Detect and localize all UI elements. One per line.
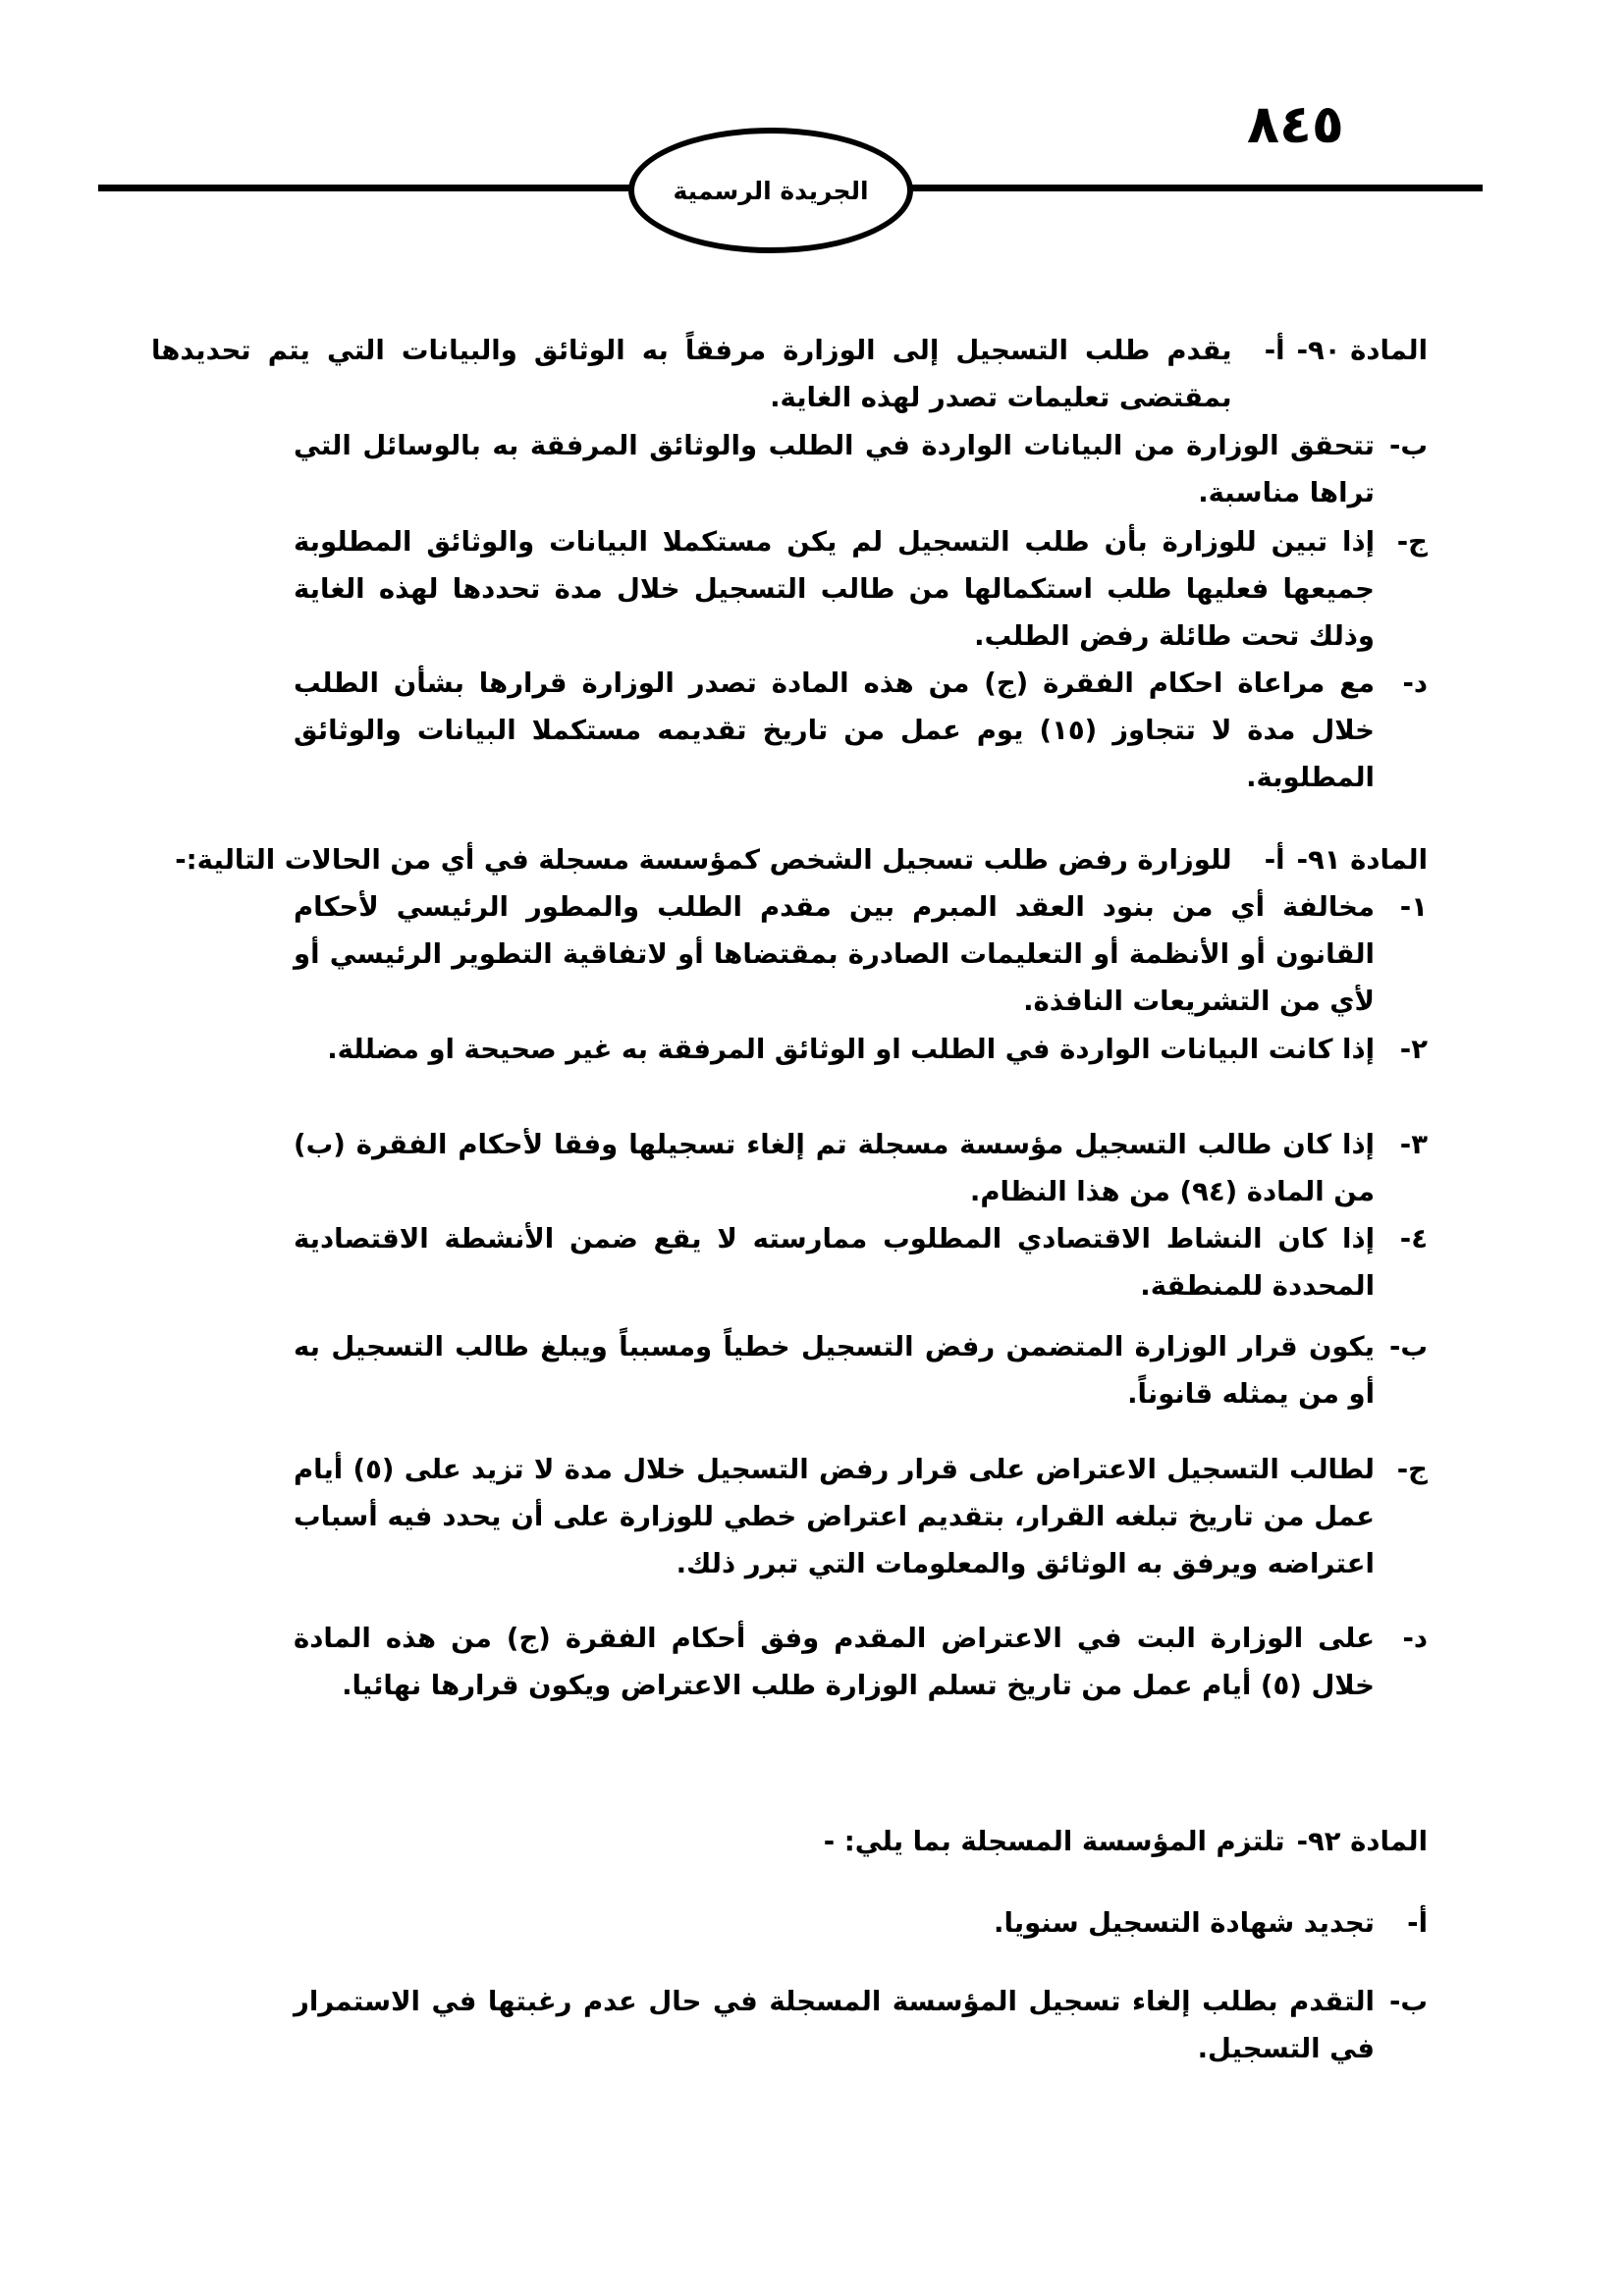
item-text: التقدم بطلب إلغاء تسجيل المؤسسة المسجلة في حال عدم رغبتها في الاستمرار في التسجيل. — [294, 1986, 1375, 2064]
item-marker: ج- — [1396, 1454, 1428, 1485]
clause-number: ٢- — [1399, 1034, 1428, 1065]
item-text: لطالب التسجيل الاعتراض على قرار رفض التسجيل خلال مدة لا تزيد على (٥) أيام عمل من تاريخ تبلغه القرار، بتقديم اعتراض خطي للوزارة على أن يحدد فيه أسباب اعتراضه ويرفق به الوثائق والمعلومات التي تبرر ذلك. — [294, 1454, 1375, 1579]
article-92-item-a — [294, 1899, 1428, 1947]
item-marker: د- — [1402, 667, 1428, 699]
item-text: للوزارة رفض طلب تسجيل الشخص كمؤسسة مسجلة في أي من الحالات التالية:- — [175, 844, 1232, 876]
item-text: يقدم طلب التسجيل إلى الوزارة مرفقاً به الوثائق والبيانات التي يتم تحديدها بمقتضى تعليمات تصدر لهذه الغاية. — [151, 335, 1232, 413]
article-90-item-d — [294, 660, 1428, 801]
item-marker: ب- — [1388, 430, 1428, 461]
article-92 — [151, 1818, 1428, 1865]
article-92-label: المادة ٩٢- — [1296, 1826, 1428, 1857]
item-marker: ب- — [1388, 1986, 1428, 2017]
article-90-item-c — [294, 518, 1428, 660]
page-number: ٨٤٥ — [1247, 93, 1344, 155]
article-91-item-d — [294, 1615, 1428, 1709]
item-text: تتحقق الوزارة من البيانات الواردة في الطلب والوثائق المرفقة به بالوسائل التي تراها مناسبة. — [294, 430, 1375, 508]
article-91-clause-3 — [294, 1121, 1428, 1215]
item-text: إذا كان طالب التسجيل مؤسسة مسجلة تم إلغاء تسجيلها وفقا لأحكام الفقرة (ب) من المادة (٩٤) من هذا النظام. — [294, 1129, 1375, 1207]
article-91-item-b — [294, 1323, 1428, 1417]
article-90-label: المادة ٩٠- — [1296, 335, 1428, 366]
header-title: الجريدة الرسمية — [673, 176, 869, 205]
item-text: مع مراعاة احكام الفقرة (ج) من هذه المادة تصدر الوزارة قرارها بشأن الطلب خلال مدة لا تتجاوز (١٥) يوم عمل من تاريخ تقديمه مستكملا البيانات والوثائق المطلوبة. — [294, 667, 1375, 793]
item-marker: د- — [1402, 1623, 1428, 1654]
article-90-item-b — [294, 422, 1428, 516]
item-text: إذا تبين للوزارة بأن طلب التسجيل لم يكن مستكملا البيانات والوثائق المطلوبة جميعها فعليها طلب استكمالها من طالب التسجيل خلال مدة تحددها لهذه الغاية وذلك تحت طائلة رفض الطلب. — [294, 526, 1375, 652]
clause-number: ٣- — [1399, 1129, 1428, 1160]
item-text: مخالفة أي من بنود العقد المبرم بين مقدم الطلب والمطور الرئيسي لأحكام القانون أو الأنظمة أو التعليمات الصادرة بمقتضاها أو لاتفاقية التطوير الرئيسي أو لأي من التشريعات النافذة. — [294, 891, 1375, 1017]
article-91-item-c — [294, 1446, 1428, 1587]
article-91-label: المادة ٩١- — [1296, 844, 1428, 876]
article-92-intro-text: تلتزم المؤسسة المسجلة بما يلي: - — [823, 1826, 1285, 1857]
article-92-item-b — [294, 1978, 1428, 2072]
item-text: إذا كان النشاط الاقتصادي المطلوب ممارسته لا يقع ضمن الأنشطة الاقتصادية المحددة للمنطقة. — [294, 1223, 1375, 1302]
item-marker: أ- — [1407, 1907, 1428, 1939]
article-91 — [151, 836, 1428, 883]
clause-number: ٤- — [1399, 1223, 1428, 1255]
article-91-clause-2 — [294, 1026, 1428, 1073]
article-91-item-a — [151, 836, 1428, 883]
article-92-intro — [151, 1818, 1428, 1865]
item-marker: ب- — [1388, 1331, 1428, 1362]
item-text: يكون قرار الوزارة المتضمن رفض التسجيل خطياً ومسبباً ويبلغ طالب التسجيل به أو من يمثله قانوناً. — [294, 1331, 1375, 1410]
item-text: إذا كانت البيانات الواردة في الطلب او الوثائق المرفقة به غير صحيحة او مضللة. — [327, 1034, 1375, 1065]
clause-number: ١- — [1399, 891, 1428, 923]
item-marker: ج- — [1396, 526, 1428, 558]
item-text: تجديد شهادة التسجيل سنويا. — [994, 1907, 1375, 1939]
article-90-item-a — [151, 327, 1428, 421]
item-marker: أ- — [1264, 335, 1285, 366]
header-oval — [628, 128, 913, 253]
article-90 — [151, 327, 1428, 421]
item-marker: أ- — [1264, 844, 1285, 876]
article-91-clause-1 — [294, 883, 1428, 1025]
item-text: على الوزارة البت في الاعتراض المقدم وفق أحكام الفقرة (ج) من هذه المادة خلال (٥) أيام عمل من تاريخ تسلم الوزارة طلب الاعتراض ويكون قرارها نهائيا. — [294, 1623, 1375, 1701]
article-91-clause-4 — [294, 1215, 1428, 1309]
